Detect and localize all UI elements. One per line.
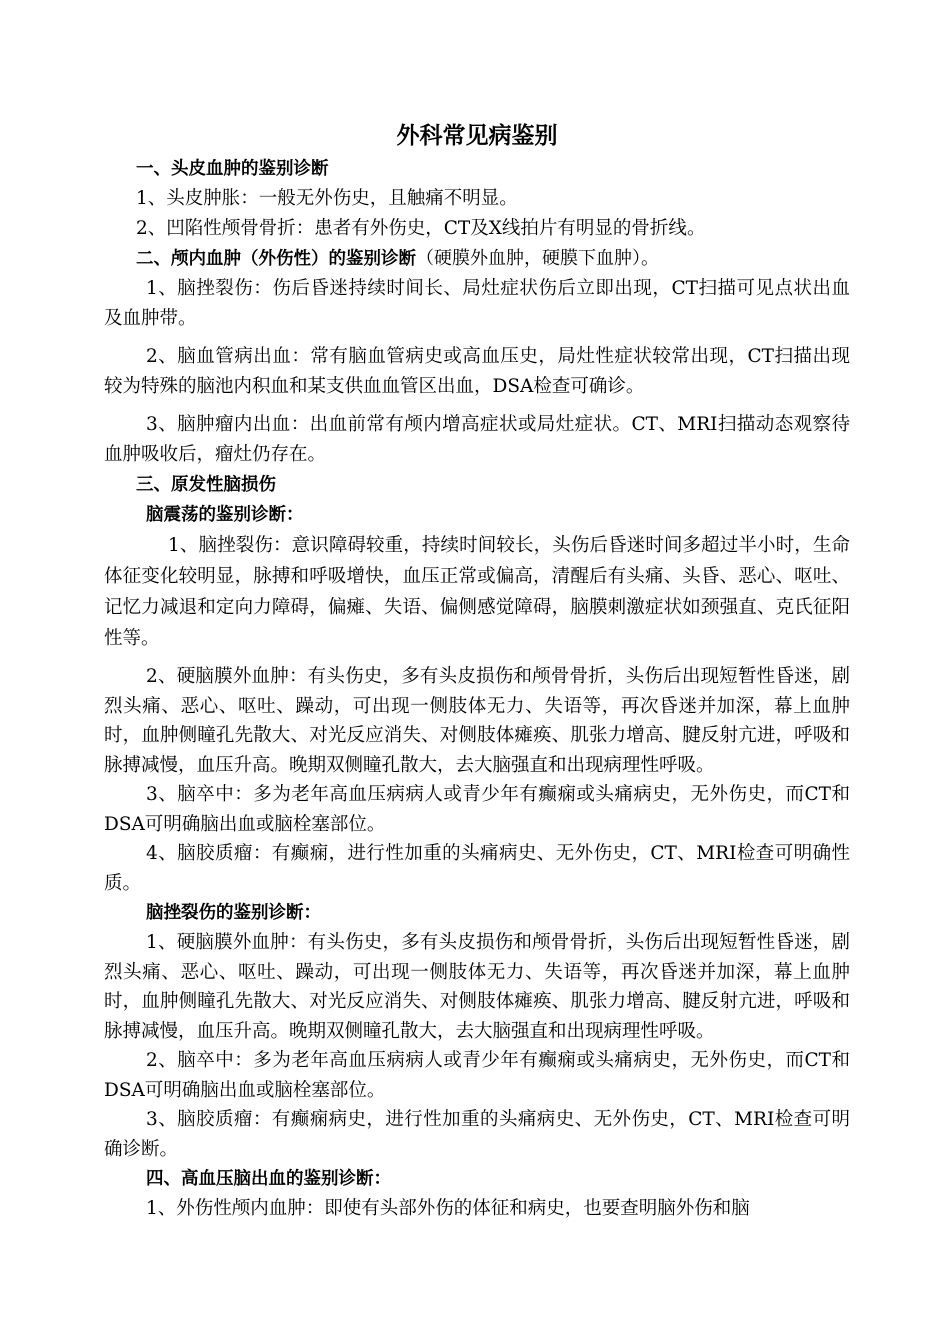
paragraph: 1、硬脑膜外血肿：有头伤史，多有头皮损伤和颅骨骨折，头伤后出现短暂性昏迷，剧烈头痛、恶心、呕吐、躁动，可出现一侧肢体无力、失语等，再次昏迷并加深，幕上血肿时，血肿侧瞳孔先散大、对光反应消失、对侧肢体瘫痪、肌张力增高、腱反射亢进，呼吸和脉搏减慢，血压升高。晚期双侧瞳孔散大，去大脑强直和出现病理性呼吸。 [104, 932, 850, 1042]
paragraph: 1、外伤性颅内血肿：即使有头部外伤的体征和病史，也要查明脑外伤和脑 [146, 1198, 750, 1219]
paragraph: 2、硬脑膜外血肿：有头伤史，多有头皮损伤和颅骨骨折，头伤后出现短暂性昏迷，剧烈头痛、恶心、呕吐、躁动，可出现一侧肢体无力、失语等，再次昏迷并加深，幕上血肿时，血肿侧瞳孔先散大、对光反应消失、对侧肢体瘫痪、肌张力增高、腱反射亢进，呼吸和脉搏减慢，血压升高。晚期双侧瞳孔散大，去大脑强直和出现病理性呼吸。 [104, 666, 850, 776]
section-heading-2-text: 二、颅内血肿（外伤性）的鉴别诊断 [136, 249, 416, 269]
document-page [104, 112, 850, 1224]
section-heading-2 [104, 244, 850, 274]
subsection-heading-concussion: 脑震荡的鉴别诊断： [146, 505, 304, 525]
section-heading-3: 三、原发性脑损伤 [136, 475, 276, 495]
paragraph: 1、头皮肿胀：一般无外伤史，且触痛不明显。 [136, 188, 518, 209]
section-heading-1: 一、头皮血肿的鉴别诊断 [136, 159, 329, 179]
section-heading-4: 四、高血压脑出血的鉴别诊断： [146, 1169, 391, 1189]
paragraph: 3、脑卒中：多为老年高血压病病人或青少年有癫痫或头痛病史，无外伤史，而CT和DSA可明确脑出血或脑栓塞部位。 [104, 784, 850, 835]
section-heading-2-note: （硬膜外血肿，硬膜下血肿）。 [416, 248, 659, 269]
paragraph: 1、脑挫裂伤：意识障碍较重，持续时间较长，头伤后昏迷时间多超过半小时，生命体征变化较明显，脉搏和呼吸增快，血压正常或偏高，清醒后有头痛、头昏、恶心、呕吐、记忆力减退和定向力障碍，偏瘫、失语、偏侧感觉障碍，脑膜刺激症状如颈强直、克氏征阳性等。 [104, 535, 850, 649]
paragraph: 3、脑胶质瘤：有癫痫病史，进行性加重的头痛病史、无外伤史，CT、MRI检查可明确诊断。 [104, 1109, 850, 1160]
paragraph: 2、脑卒中：多为老年高血压病病人或青少年有癫痫或头痛病史，无外伤史，而CT和DSA可明确脑出血或脑栓塞部位。 [104, 1050, 850, 1101]
subsection-heading-contusion: 脑挫裂伤的鉴别诊断： [146, 903, 321, 923]
paragraph: 2、脑血管病出血：常有脑血管病史或高血压史，局灶性症状较常出现，CT扫描出现较为特殊的脑池内积血和某支供血血管区出血，DSA检查可确诊。 [104, 346, 850, 397]
paragraph: 2、凹陷性颅骨骨折：患者有外伤史，CT及X线拍片有明显的骨折线。 [136, 218, 706, 239]
page-title: 外科常见病鉴别 [396, 123, 558, 149]
paragraph: 4、脑胶质瘤：有癫痫，进行性加重的头痛病史、无外伤史，CT、MRI检查可明确性质。 [104, 843, 850, 894]
paragraph: 3、脑肿瘤内出血：出血前常有颅内增高症状或局灶症状。CT、MRI扫描动态观察待血肿吸收后，瘤灶仍存在。 [104, 414, 850, 465]
paragraph: 1、脑挫裂伤：伤后昏迷持续时间长、局灶症状伤后立即出现，CT扫描可见点状出血及血肿带。 [104, 278, 850, 329]
